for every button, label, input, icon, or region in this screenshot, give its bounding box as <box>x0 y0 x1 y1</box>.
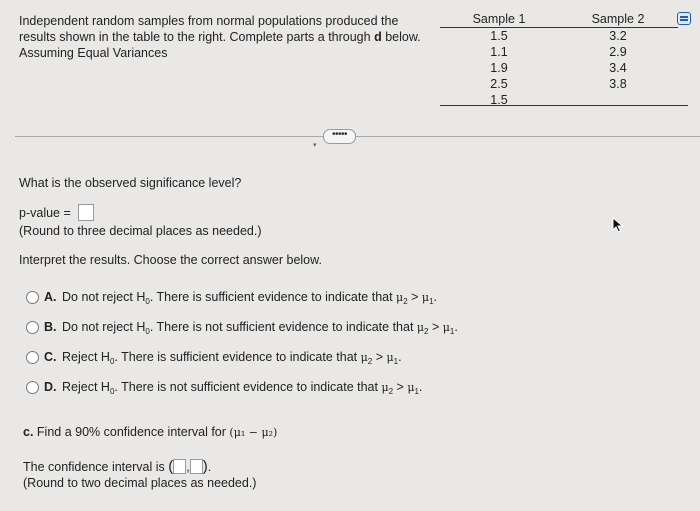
sample2-header: Sample 2 <box>558 10 678 28</box>
option-sub: 0 <box>145 327 150 336</box>
option-end: . <box>418 380 423 394</box>
mu-symbol: μ <box>416 321 425 334</box>
table-bottom-rule <box>440 105 688 106</box>
option-d-label[interactable] <box>44 379 422 400</box>
option-b-label[interactable] <box>44 319 458 340</box>
part-c-prompt <box>23 424 277 441</box>
sample1-header: Sample 1 <box>440 10 558 28</box>
mu-symbol: μ <box>381 381 389 394</box>
mouse-cursor-icon <box>612 217 624 233</box>
ci-low-input[interactable] <box>173 459 186 474</box>
option-text: Do not reject H <box>62 290 146 304</box>
option-sub: 2 <box>424 327 429 336</box>
pvalue-input[interactable] <box>78 204 94 221</box>
sample1-cell: 2.5 <box>490 77 508 91</box>
mu-symbol: μ <box>421 291 430 304</box>
samples-table <box>440 10 678 108</box>
option-sub: 1 <box>449 327 455 336</box>
sample1-cell: 1.1 <box>490 45 508 59</box>
comma: , <box>186 460 190 474</box>
option-text: . There is not sufficient evidence to indicate that <box>149 320 417 334</box>
option-text: . There is not sufficient evidence to indicate that <box>114 380 382 394</box>
sample2-cell: 3.2 <box>609 29 627 43</box>
mu-symbol: μ <box>396 291 404 304</box>
sample2-cell: 3.8 <box>609 77 627 91</box>
option-c-label[interactable] <box>44 349 402 370</box>
option-text: . There is sufficient evidence to indicate that <box>114 350 361 364</box>
part-c-expression: (μ₁ − μ₂) <box>229 426 278 439</box>
intro-line-3: Assuming Equal Variances <box>19 46 168 60</box>
part-c-letter: c. <box>23 425 34 439</box>
option-end: . <box>398 350 402 364</box>
option-sub: 1 <box>393 357 399 366</box>
ci-label: The confidence interval is <box>23 460 165 474</box>
period: . <box>207 460 212 474</box>
gt-symbol: > <box>372 350 387 364</box>
option-letter: C. <box>44 350 57 364</box>
section-divider <box>15 136 700 137</box>
intro-bold-d: d <box>374 30 382 44</box>
option-letter: B. <box>44 320 57 334</box>
sample1-cell: 1.5 <box>490 93 508 107</box>
problem-intro <box>19 13 439 61</box>
interpret-instruction: Interpret the results. Choose the correct answer below. <box>19 253 322 267</box>
expand-more-button[interactable]: ••••• <box>323 129 356 144</box>
part-c-text: Find a 90% confidence interval for <box>36 425 226 439</box>
gt-symbol: > <box>428 320 443 334</box>
question-text: What is the observed significance level? <box>19 176 242 190</box>
option-sub: 2 <box>367 357 373 366</box>
option-text: Do not reject H <box>62 320 146 334</box>
option-text: Reject H <box>62 350 110 364</box>
intro-line-2-end: below. <box>381 30 421 44</box>
sample2-cell: 3.4 <box>609 61 627 75</box>
ci-high-input[interactable] <box>190 459 203 474</box>
option-sub: 1 <box>414 387 419 396</box>
ci-round-note: (Round to two decimal places as needed.) <box>23 476 257 490</box>
small-chevron-icon: ▾ <box>313 142 317 149</box>
ci-line <box>23 458 211 475</box>
close-paren: ) <box>202 458 208 475</box>
intro-line-2: results shown in the table to the right. Complete parts a through <box>19 30 371 44</box>
gt-symbol: > <box>407 290 422 304</box>
mu-symbol: μ <box>360 351 368 364</box>
pvalue-label: p-value = <box>19 206 71 220</box>
data-table-icon[interactable] <box>677 12 691 25</box>
sample1-cell: 1.5 <box>490 29 508 43</box>
sample2-cell: 2.9 <box>609 45 627 59</box>
gt-symbol: > <box>393 380 408 394</box>
option-end: . <box>454 320 458 334</box>
open-paren: ( <box>168 458 174 475</box>
option-letter: D. <box>44 380 57 394</box>
option-text: . There is sufficient evidence to indicate that <box>149 290 397 304</box>
option-d-radio[interactable] <box>26 381 39 394</box>
mu-symbol: μ <box>386 351 394 364</box>
sample1-cell: 1.9 <box>490 61 508 75</box>
option-sub: 0 <box>109 357 115 366</box>
option-sub: 2 <box>403 297 408 306</box>
mu-symbol: μ <box>407 381 415 394</box>
option-b-radio[interactable] <box>26 321 39 334</box>
intro-line-1: Independent random samples from normal populations produced the <box>19 14 399 28</box>
option-sub: 0 <box>109 387 115 396</box>
option-end: . <box>433 290 437 304</box>
option-sub: 2 <box>388 387 394 396</box>
option-text: Reject H <box>62 380 110 394</box>
option-sub: 0 <box>145 297 150 306</box>
pvalue-round-note: (Round to three decimal places as needed.) <box>19 224 262 238</box>
mu-symbol: μ <box>442 321 450 334</box>
option-sub: 1 <box>429 297 434 306</box>
option-a-label[interactable] <box>44 289 437 310</box>
option-letter: A. <box>44 290 57 304</box>
option-a-radio[interactable] <box>26 291 39 304</box>
option-c-radio[interactable] <box>26 351 39 364</box>
